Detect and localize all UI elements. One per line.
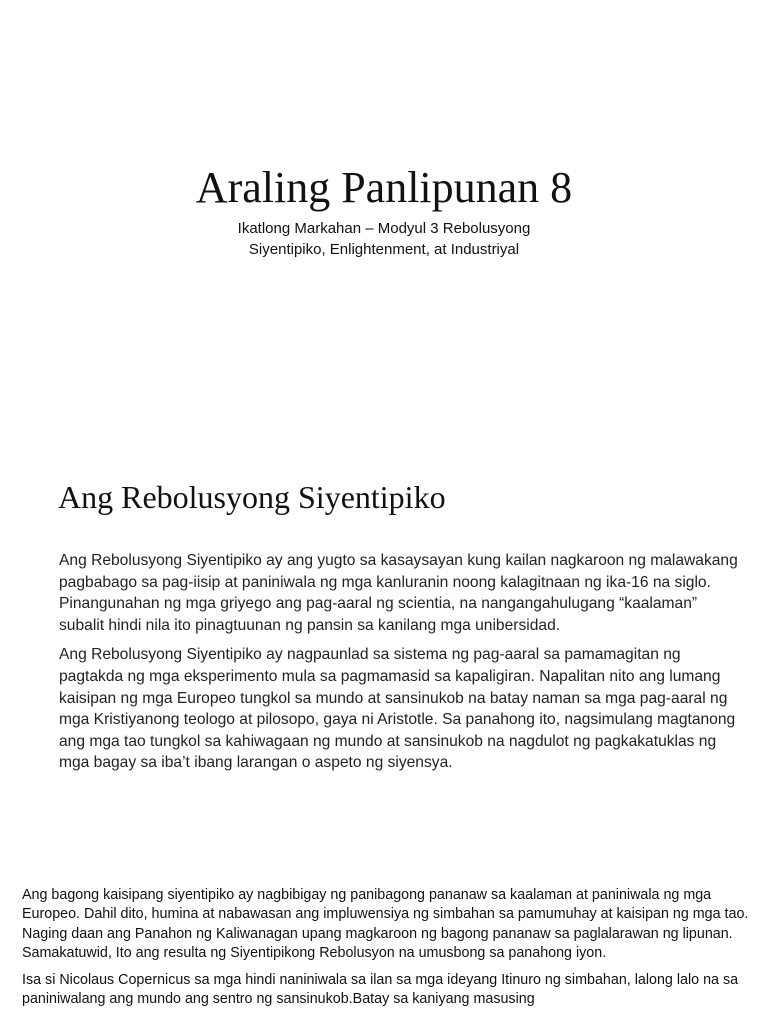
paragraph: Ang Rebolusyong Siyentipiko ay ang yugto sa kasaysayan kung kailan nagkaroon ng malawakang pagbabago sa pag-iisip at paniniwala ng mga kanluranin noong kalagitnaan ng ika-16 na siglo. Pinangunahan ng mga griyego ang pag-aaral ng scientia, na nangangahulugang “kaalaman” subalit hindi nila ito pinagtuunan ng pansin sa kanilang mga unibersidad.	[59, 552, 738, 634]
paragraph: Ang Rebolusyong Siyentipiko ay nagpaunlad sa sistema ng pag-aaral sa pamamagitan ng pagtakda ng mga eksperimento mula sa pagmamasid sa kapaligiran. Napalitan nito ang lumang kaisipan ng mga Europeo tungkol sa mundo at sansinukob na batay naman sa mga pag-aaral ng mga Kristiyanong teologo at pilosopo, gaya ni Aristotle. Sa panahong ito, nagsimulang magtanong ang mga tao tungkol sa kahiwagaan ng mundo at sansinukob na nagdulot ng pagkakatuklas ng mga bagay sa iba’t ibang larangan o aspeto ng siyensya.	[59, 646, 736, 772]
lower-text-block	[22, 886, 752, 1018]
subtitle-line: Ikatlong Markahan – Modyul 3 Rebolusyong	[237, 220, 531, 237]
subtitle-line: Siyentipiko, Enlightenment, at Industriyal	[248, 241, 520, 258]
document-title: Araling Panlipunan 8	[195, 163, 573, 212]
document-subtitle	[0, 218, 768, 260]
paragraph: Ang bagong kaisipang siyentipiko ay nagbibigay ng panibagong pananaw sa kaalaman at paniniwala ng mga Europeo. Dahil dito, humina at nabawasan ang impluwensiya ng simbahan sa pamumuhay at kaisipan ng mga tao. Naging daan ang Panahon ng Kaliwanagan upang magkaroon ng bagong pananaw sa paglalarawan ng lipunan. Samakatuwid, Ito ang resulta ng Siyentipikong Rebolusyon na umusbong sa panahong iyon.	[22, 887, 749, 961]
section-body	[59, 550, 739, 782]
section-heading: Ang Rebolusyong Siyentipiko	[58, 479, 446, 515]
paragraph: Isa si Nicolaus Copernicus sa mga hindi naniniwala sa ilan sa mga ideyang Itinuro ng simbahan, lalong lalo na sa paniniwalang ang mundo ang sentro ng sansinukob.Batay sa kaniyang masusing	[22, 972, 739, 1008]
